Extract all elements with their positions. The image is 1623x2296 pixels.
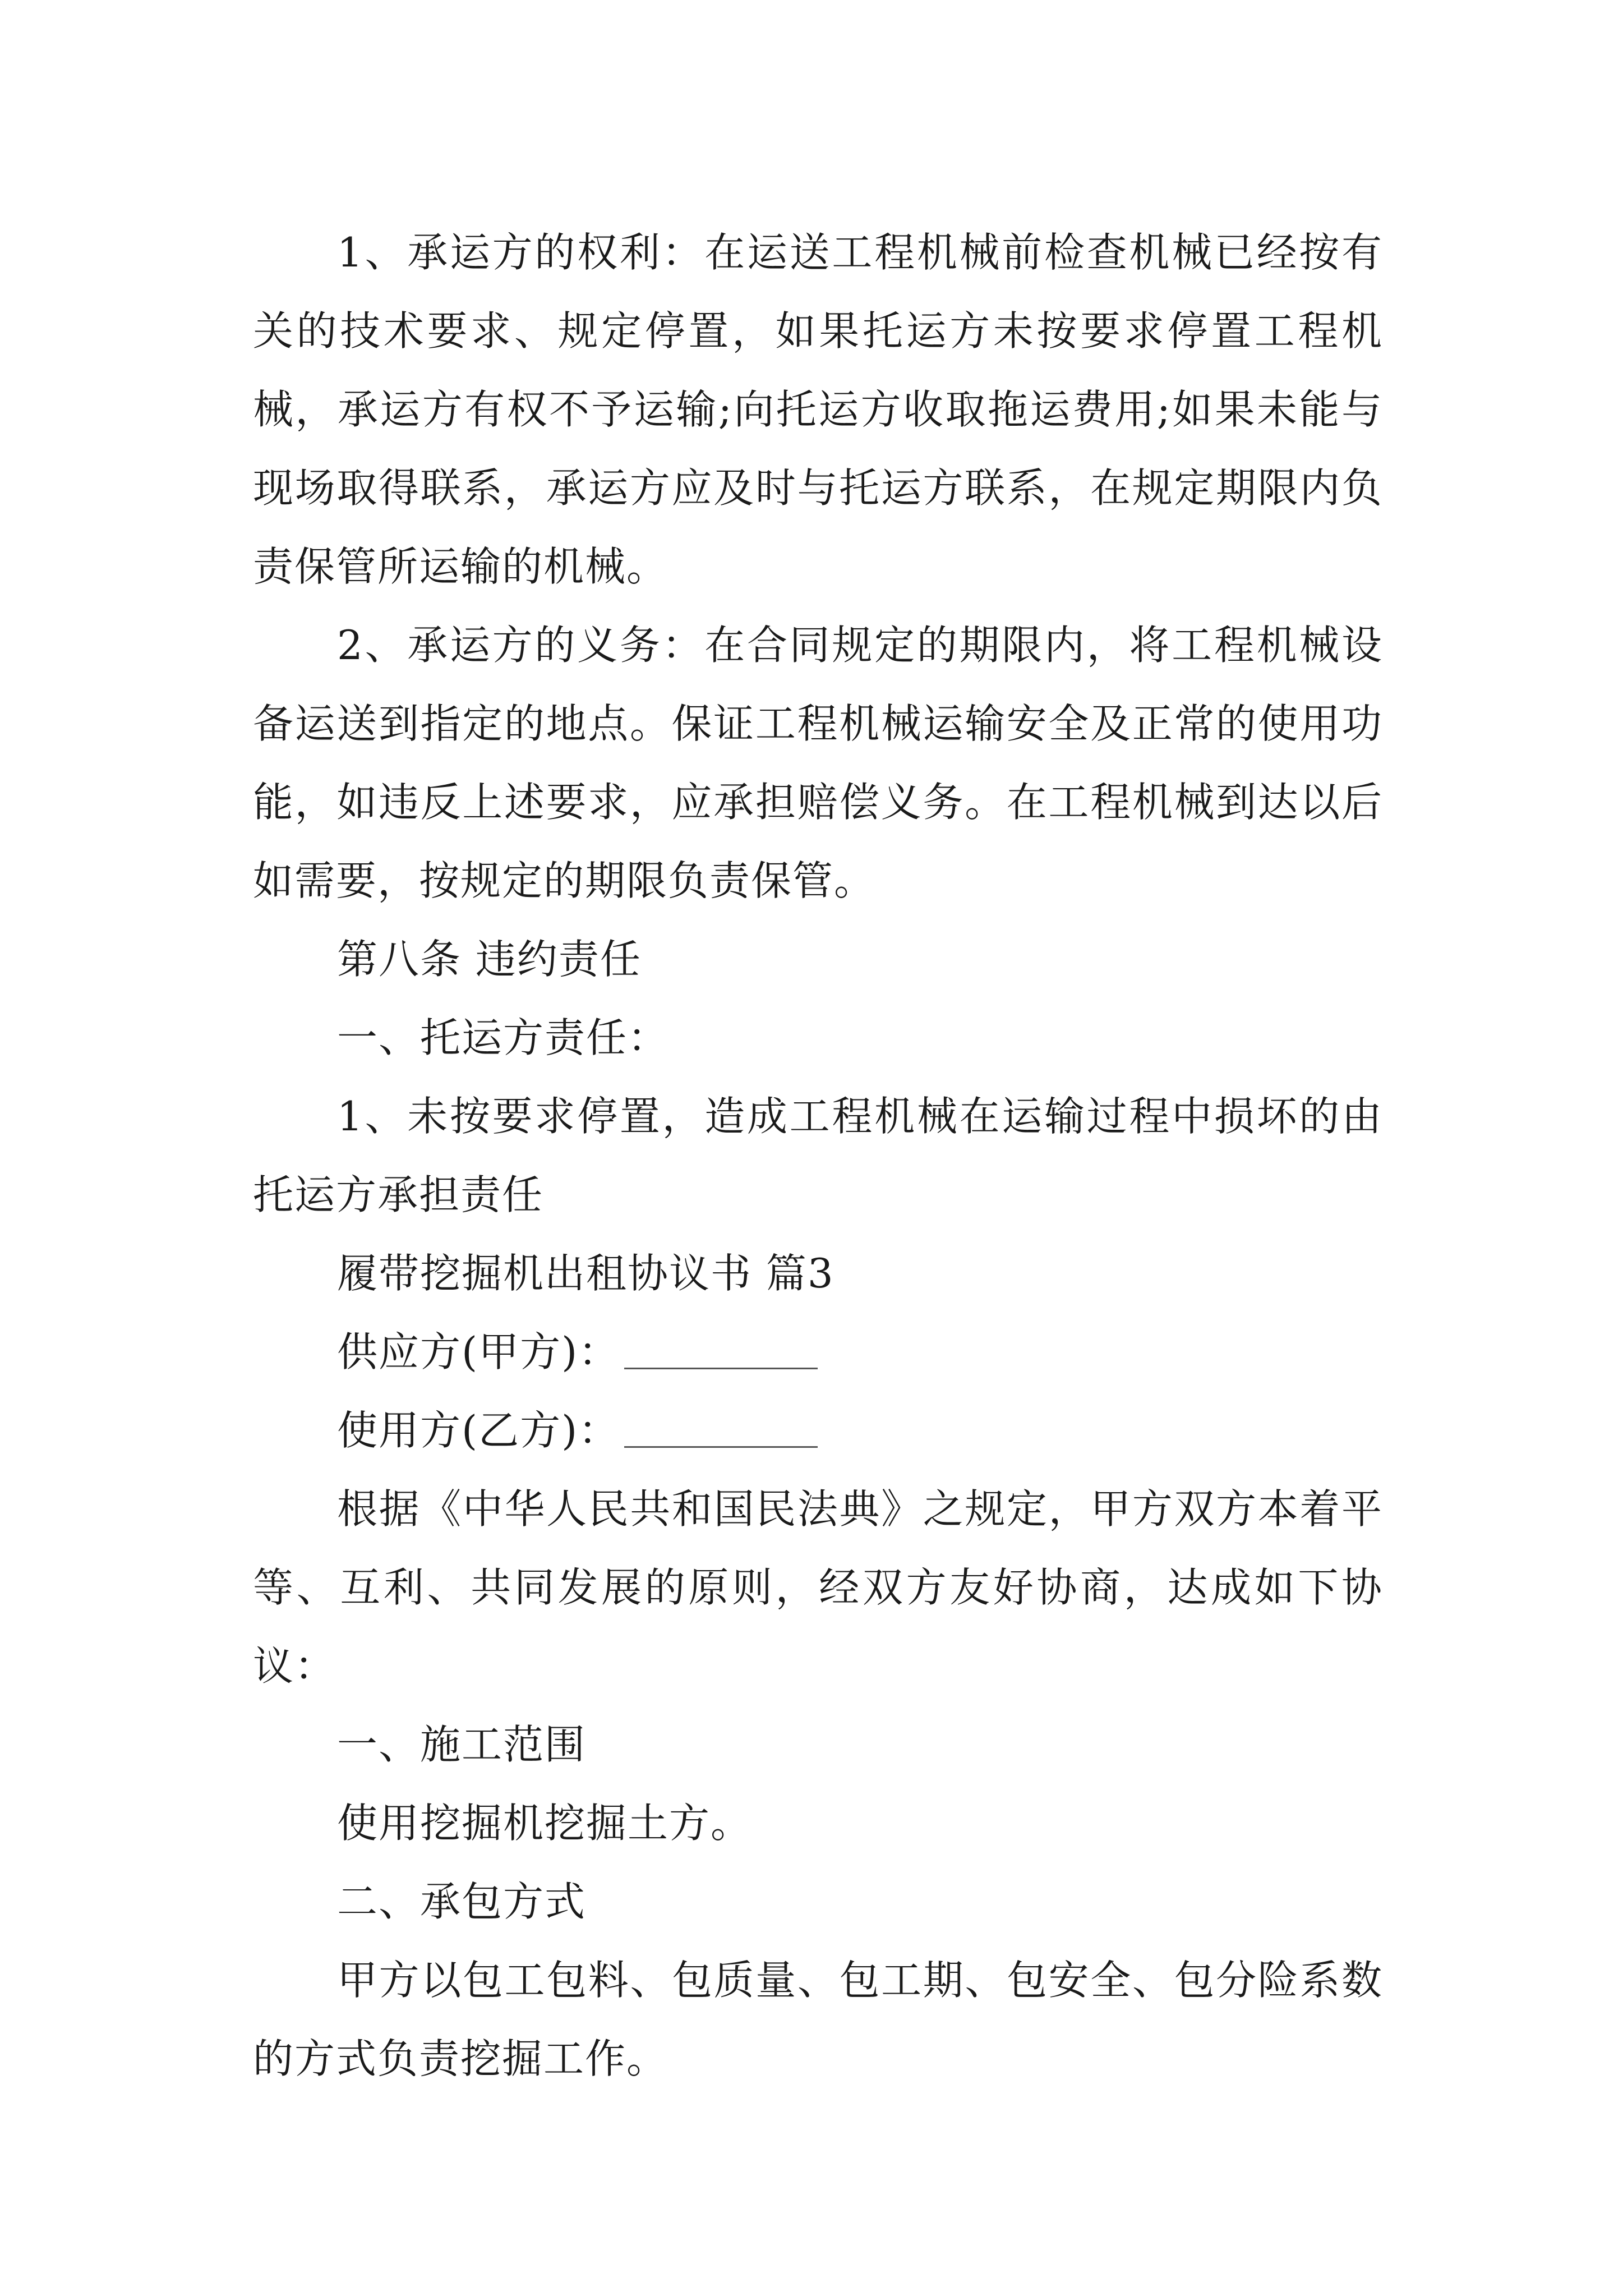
heading-construction-scope: 一、施工范围 bbox=[337, 1721, 587, 1768]
heading-article-8: 第八条 违约责任 bbox=[337, 936, 642, 983]
party-a-line bbox=[253, 1313, 1383, 1391]
paragraph-preamble: 根据《中华人民共和国民法典》之规定，甲方双方本着平等、互利、共同发展的原则，经双方友好协商，达成如下协议： bbox=[253, 1485, 1383, 1690]
paragraph-construction-scope: 使用挖掘机挖掘土方。 bbox=[337, 1800, 753, 1847]
heading-contracting-method: 二、承包方式 bbox=[337, 1878, 587, 1925]
paragraph-carrier-rights: 1、承运方的权利：在运送工程机械前检查机械已经按有关的技术要求、规定停置，如果托运方未按要求停置工程机械，承运方有权不予运输;向托运方收取拖运费用;如果未能与现场取得联系，承运方应及时与托运方联系，在规定期限内负责保管所运输的机械。 bbox=[253, 229, 1383, 590]
heading-agreement-part-3: 履带挖掘机出租协议书 篇3 bbox=[337, 1250, 834, 1297]
document-page bbox=[253, 213, 1383, 2098]
party-b-blank bbox=[624, 1407, 818, 1448]
party-a-label: 供应方(甲方)： bbox=[337, 1328, 620, 1375]
paragraph-carrier-obligations: 2、承运方的义务：在合同规定的期限内，将工程机械设备运送到指定的地点。保证工程机械运输安全及正常的使用功能，如违反上述要求，应承担赔偿义务。在工程机械到达以后如需要，按规定的期限负责保管。 bbox=[253, 622, 1383, 904]
paragraph-contracting-method: 甲方以包工包料、包质量、包工期、包安全、包分险系数的方式负责挖掘工作。 bbox=[253, 1957, 1383, 2082]
party-b-label: 使用方(乙方)： bbox=[337, 1407, 620, 1454]
party-a-blank bbox=[624, 1328, 818, 1369]
party-b-line bbox=[253, 1391, 1383, 1470]
heading-shipper-liability: 一、托运方责任： bbox=[337, 1014, 670, 1061]
paragraph-shipper-liability-1: 1、未按要求停置，造成工程机械在运输过程中损坏的由托运方承担责任 bbox=[253, 1093, 1383, 1218]
